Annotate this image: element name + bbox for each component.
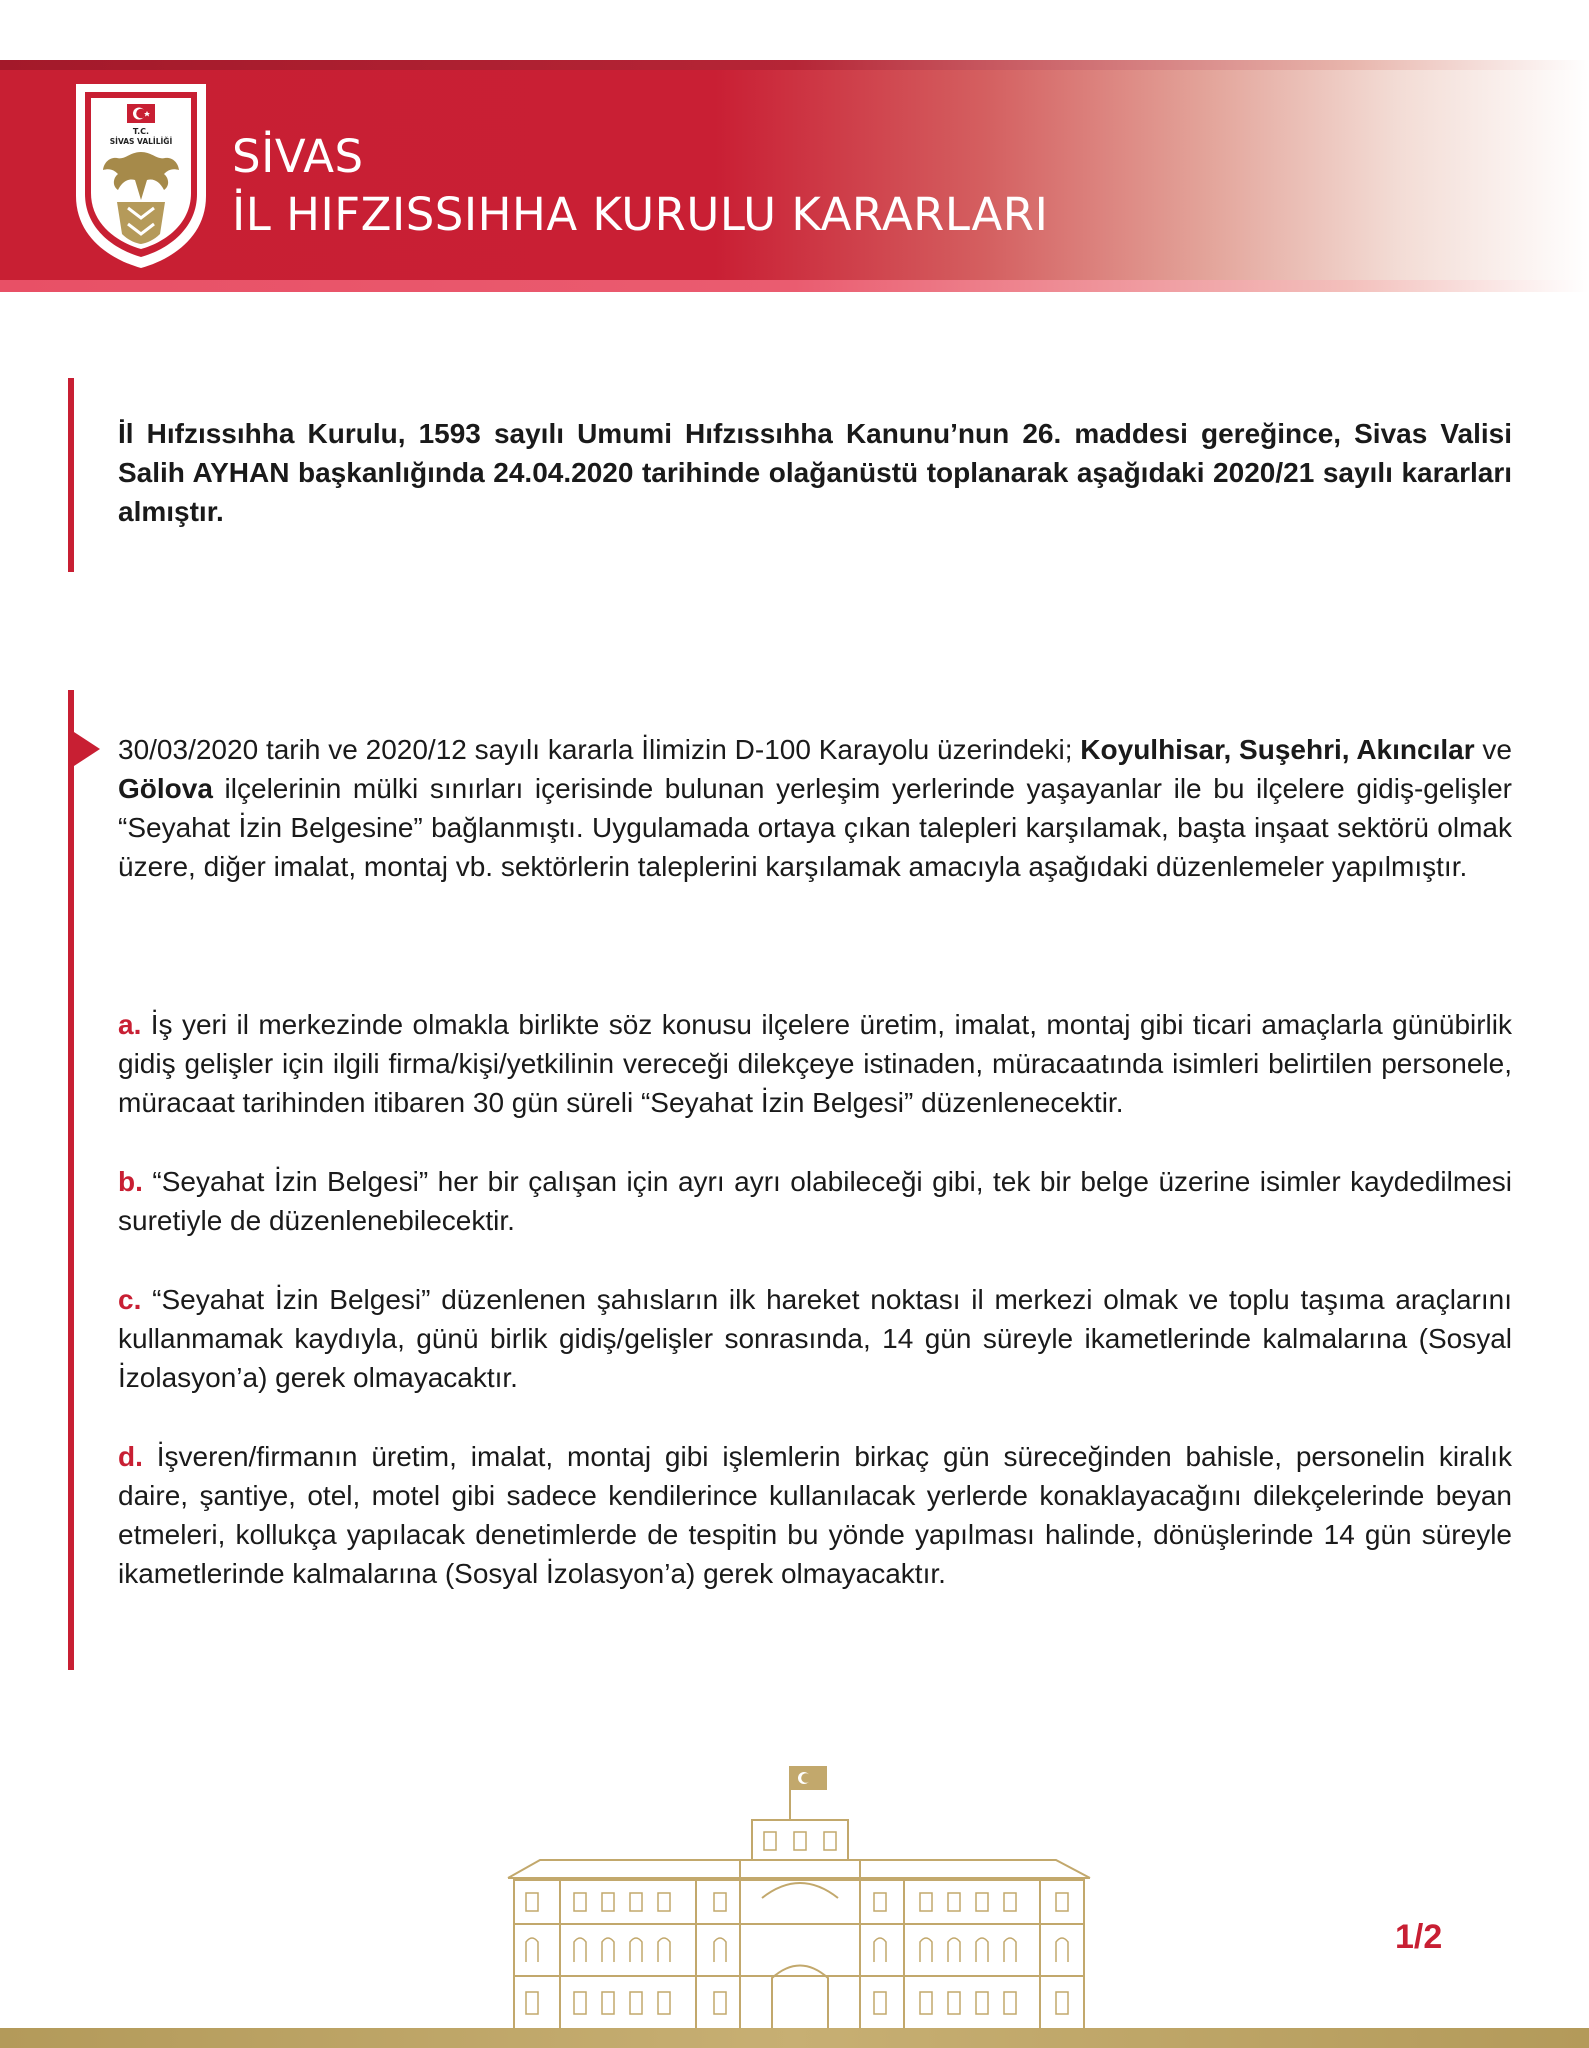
sivas-valiligi-logo — [70, 78, 212, 270]
main-text-part1: 30/03/2020 tarih ve 2020/12 sayılı kararla İlimizin D-100 Karayolu üzerindeki; — [118, 734, 1081, 765]
body-accent-bar — [68, 690, 74, 1670]
svg-text:SİVAS VALİLİĞİ: SİVAS VALİLİĞİ — [109, 137, 173, 146]
government-building-illustration — [500, 1748, 1100, 2034]
banner-top-stripe — [0, 60, 1589, 70]
decision-item-b — [118, 1162, 1512, 1240]
district-name-golova: Gölova — [118, 773, 213, 804]
banner-title-line1: SİVAS — [232, 130, 364, 183]
banner-title-line2: İL HIFZISSIHHA KURULU KARARLARI — [232, 188, 1049, 241]
item-letter: b. — [118, 1166, 143, 1197]
item-letter: d. — [118, 1441, 143, 1472]
item-text: “Seyahat İzin Belgesi” her bir çalışan için ayrı ayrı olabileceği gibi, tek bir belge üzerine isimler kaydedilmesi suretiyle de düzenlenebilecektir. — [118, 1166, 1512, 1236]
banner-bottom-stripe — [0, 280, 1589, 292]
decision-item-d — [118, 1437, 1512, 1593]
arrow-marker-icon — [74, 732, 100, 766]
item-text: İş yeri il merkezinde olmakla birlikte söz konusu ilçelere üretim, imalat, montaj gibi ticari amaçlarla günübirlik gidiş gelişler için ilgili firma/kişi/yetkilinin vereceği dilekçeye istinaden, müracaatında isimleri belirtilen personele, müracaat tarihinden itibaren 30 gün süreli “Seyahat İzin Belgesi” düzenlenecektir. — [118, 1009, 1512, 1118]
svg-text:T.C.: T.C. — [132, 127, 150, 136]
decision-item-c — [118, 1280, 1512, 1397]
item-text: “Seyahat İzin Belgesi” düzenlenen şahısların ilk hareket noktası il merkezi olmak ve toplu taşıma araçlarını kullanmamak kaydıyla, günü birlik gidiş/gelişler sonrasında, 14 gün süreyle ikametlerinde kalmalarına (Sosyal İzolasyon’a) gerek olmayacaktır. — [118, 1284, 1513, 1393]
decision-item-a — [118, 1005, 1512, 1122]
intro-paragraph: İl Hıfzıssıhha Kurulu, 1593 sayılı Umumi Hıfzıssıhha Kanunu’nun 26. maddesi gereğince, Sivas Valisi Salih AYHAN başkanlığında 24.04.2020 tarihinde olağanüstü toplanarak aşağıdaki 2020/21 sayılı kararları almıştır. — [118, 418, 1512, 527]
item-letter: a. — [118, 1009, 142, 1040]
intro-accent-bar — [68, 378, 74, 572]
item-text: İşveren/firmanın üretim, imalat, montaj gibi işlemlerin birkaç gün süreceğinden bahisle, personelin kiralık daire, şantiye, otel, motel gibi sadece kendilerince kullanılacak yerlerde konaklayacağını dilekçelerinde beyan etmeleri, kollukça yapılacak denetimlerde de tespitin bu yönde yapılması halinde, dönüşlerinde 14 gün süreyle ikametlerinde kalmalarına (Sosyal İzolasyon’a) gerek olmayacaktır. — [118, 1441, 1512, 1589]
district-names: Koyulhisar, Suşehri, Akıncılar — [1080, 734, 1475, 765]
main-paragraph — [118, 730, 1512, 886]
item-letter: c. — [118, 1284, 142, 1315]
banner-title — [232, 128, 1048, 244]
footer-gold-bar — [0, 2028, 1589, 2048]
main-text-part2: ve — [1474, 734, 1513, 765]
main-text-part3: ilçelerinin mülki sınırları içerisinde bulunan yerleşim yerlerinde yaşayanlar ile bu ilçelere gidiş-gelişler “Seyahat İzin Belgesine” bağlanmıştı. Uygulamada ortaya çıkan talepleri karşılamak, başta inşaat sektörü olmak üzere, diğer imalat, montaj vb. sektörlerin taleplerini karşılamak amacıyla aşağıdaki düzenlemeler yapılmıştır. — [118, 773, 1512, 882]
page-number: 1/2 — [1395, 1918, 1443, 1956]
